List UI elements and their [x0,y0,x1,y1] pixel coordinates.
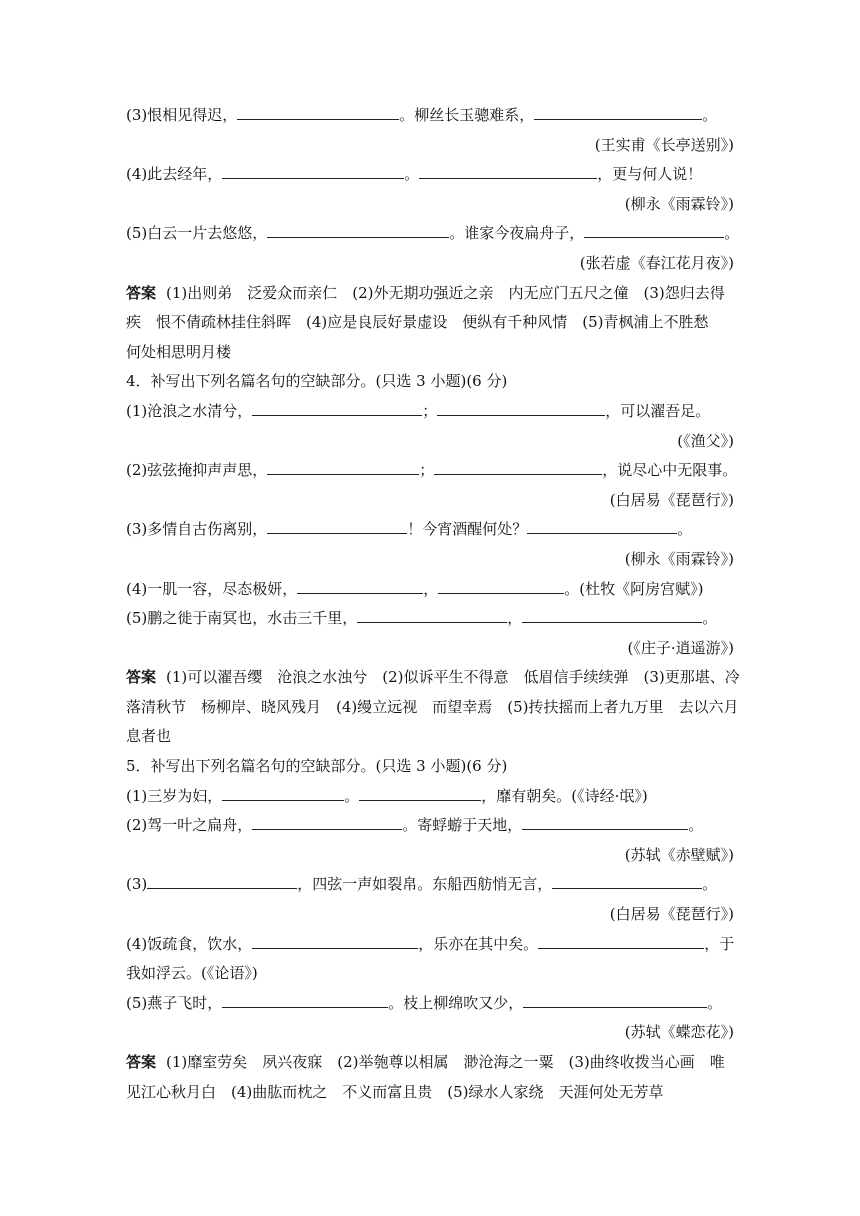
text-line: 见江心秋月白 (4)曲肱而枕之 不义而富且贵 (5)绿水人家绕 天涯何处无芳草 [126,1082,664,1101]
answer-blank[interactable] [267,460,419,475]
question-text: ，靡有朝矣。(《诗经·氓》) [481,786,648,805]
answer-line [126,279,734,309]
answer-blank[interactable] [222,164,404,179]
question-text: 。 [404,165,420,184]
answer-blank[interactable] [297,579,423,594]
question-text: ，乐亦在其中矣。 [418,934,539,953]
question-text: 。寄蜉蝣于天地， [402,816,523,835]
question-text: ，更与何人说！ [597,165,703,184]
source-citation: (白居易《琵琶行》) [609,905,734,924]
question-text: 。 [702,609,718,628]
question-line [126,101,734,131]
source-citation: (苏轼《赤壁赋》) [624,845,734,864]
question-text: (2)驾一叶之扁舟， [126,816,253,835]
question-text: (4)此去经年， [126,165,223,184]
question-text: 。 [344,786,360,805]
source-citation: (白居易《琵琶行》) [609,490,734,509]
question-line [126,456,738,486]
answer-blank[interactable] [147,874,297,889]
answer-blank[interactable] [523,993,707,1008]
question-line [126,604,734,634]
answer-blank[interactable] [222,786,344,801]
question-line [126,397,734,427]
question-text: (1)三岁为妇， [126,786,223,805]
question-text: ， [423,579,439,598]
question-text: ，可以濯吾足。 [605,401,711,420]
question-text: ， [507,609,523,628]
question-line [126,930,734,960]
answer-text: (1)可以濯吾缨 沧浪之水浊兮 (2)似诉平生不得意 低眉信手续续弹 (3)更那堪、冷 [166,668,740,687]
question-line [126,811,734,841]
question-text: 。 [724,224,740,243]
answer-blank[interactable] [357,608,507,623]
question-text: ，于 [704,934,735,953]
question-text: 。 [688,816,704,835]
text-line: 何处相思明月楼 [126,342,232,361]
answer-blank[interactable] [237,105,399,120]
document-page [126,101,740,1107]
question-text: (4)一肌一容，尽态极妍， [126,579,298,598]
answer-blank[interactable] [552,874,702,889]
question-text: (5)鹏之徙于南冥也，水击三千里， [126,609,358,628]
question-text: 。 [702,106,718,124]
answer-label: 答案 [126,668,157,687]
answer-label: 答案 [126,1053,157,1071]
text-line: 5．补写出下列名篇名句的空缺部分。(只选 3 小题)(6 分) [126,757,508,776]
answer-blank[interactable] [222,993,388,1008]
answer-text: (1)靡室劳矣 夙兴夜寐 (2)举匏尊以相属 渺沧海之一粟 (3)曲终收拨当心画 唯 [166,1053,725,1071]
answer-blank[interactable] [267,223,449,238]
text-line: 4．补写出下列名篇名句的空缺部分。(只选 3 小题)(6 分) [126,372,508,391]
text-line: 息者也 [126,727,172,746]
question-line [126,160,734,190]
question-text: (2)弦弦掩抑声声思， [126,461,268,480]
source-citation: (《庄子·逍遥游》) [627,638,734,657]
answer-blank[interactable] [527,519,677,534]
question-text: (5)燕子飞时， [126,993,223,1012]
question-text: (5)白云一片去悠悠， [126,224,268,243]
question-text: 。柳丝长玉骢难系， [399,106,535,124]
answer-line [126,1048,734,1078]
answer-blank[interactable] [359,786,481,801]
question-text: ，四弦一声如裂帛。东船西舫悄无言， [297,875,553,894]
question-line [126,515,734,545]
question-line [126,870,734,900]
question-text: ； [422,401,438,420]
question-text: 。 [702,875,718,894]
answer-blank[interactable] [419,164,597,179]
source-citation: (苏轼《蝶恋花》) [624,1023,734,1042]
answer-blank[interactable] [267,519,407,534]
question-text: (4)饭疏食，饮水， [126,934,253,953]
text-line: 疾 恨不倩疏林挂住斜晖 (4)应是良辰好景虚设 便纵有千种风情 (5)青枫浦上不胜愁 [126,313,709,332]
answer-blank[interactable] [538,934,704,949]
answer-blank[interactable] [434,460,602,475]
source-citation: (柳永《雨霖铃》) [624,194,734,213]
source-citation: (柳永《雨霖铃》) [624,549,734,568]
question-text: (3)多情自古伤离别， [126,520,268,539]
question-text: 。(杜牧《阿房宫赋》) [564,579,704,598]
question-text: ，说尽心中无限事。 [602,461,738,480]
source-citation: (张若虚《春江花月夜》) [579,253,734,272]
answer-blank[interactable] [252,401,422,416]
question-text: 。 [707,993,723,1012]
question-text: (3)恨相见得迟， [126,106,238,124]
question-text: 。谁家今夜扁舟子， [449,224,585,243]
answer-blank[interactable] [437,401,605,416]
answer-text: (1)出则弟 泛爱众而亲仁 (2)外无期功强近之亲 内无应门五尺之僮 (3)怨归去得 [166,283,725,302]
answer-blank[interactable] [534,105,702,120]
question-text: ！今宵酒醒何处？ [407,520,528,539]
question-line [126,575,734,605]
source-citation: (王实甫《长亭送别》) [594,135,734,154]
question-text: 。枝上柳绵吹又少， [388,993,524,1012]
answer-label: 答案 [126,283,157,302]
question-text: ； [419,461,435,480]
text-line: 落清秋节 杨柳岸、晓风残月 (4)缦立远视 而望幸焉 (5)抟扶摇而上者九万里 去以六月 [126,697,739,716]
answer-blank[interactable] [252,815,402,830]
answer-blank[interactable] [584,223,724,238]
answer-blank[interactable] [252,934,418,949]
question-text: (3) [126,875,148,894]
question-line [126,989,734,1019]
answer-line [126,663,740,693]
answer-blank[interactable] [522,815,688,830]
answer-blank[interactable] [522,608,702,623]
question-text: (1)沧浪之水清兮， [126,401,253,420]
text-line: 我如浮云。(《论语》) [126,964,258,983]
answer-blank[interactable] [438,579,564,594]
source-citation: (《渔父》) [677,431,734,450]
question-text: 。 [677,520,693,539]
question-line [126,219,740,249]
question-line [126,782,734,812]
